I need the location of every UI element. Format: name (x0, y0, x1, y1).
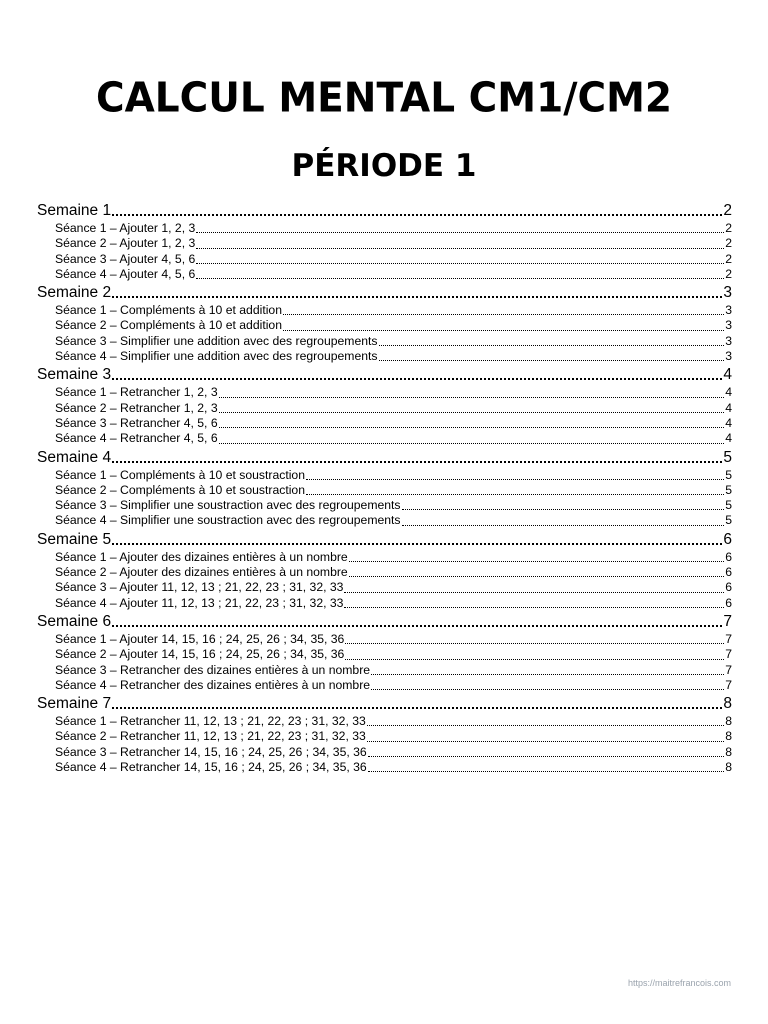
dot-leader (196, 232, 724, 233)
dot-leader (196, 248, 724, 249)
toc-session-entry[interactable] (37, 550, 732, 565)
dot-leader (112, 214, 722, 216)
toc-week-entry-label: Semaine 2 (37, 284, 112, 302)
dot-leader (344, 592, 724, 593)
toc-session-entry-page-number: 3 (725, 318, 732, 333)
toc-session-entry[interactable] (37, 760, 732, 775)
toc-session-entry-page-number: 5 (725, 513, 732, 528)
toc-week-entry-label: Semaine 6 (37, 612, 112, 630)
toc-session-entry[interactable] (37, 236, 732, 251)
toc-session-entry-page-number: 3 (725, 349, 732, 364)
toc-session-entry-page-number: 8 (725, 729, 732, 744)
toc-session-entry-page-number: 4 (725, 400, 732, 415)
toc-session-entry-label: Séance 1 – Ajouter 1, 2, 3 (55, 221, 196, 235)
toc-session-entry[interactable] (37, 431, 732, 446)
toc-session-entry[interactable] (37, 252, 732, 267)
toc-session-entry-page-number: 6 (725, 549, 732, 564)
toc-session-entry-label: Séance 2 – Compléments à 10 et addition (55, 318, 282, 333)
toc-session-entry-page-number: 3 (725, 333, 732, 348)
dot-leader (402, 509, 725, 510)
dot-leader (219, 412, 725, 413)
page-subtitle: PÉRIODE 1 (291, 148, 477, 184)
toc-session-entry-page-number: 7 (725, 631, 732, 646)
dot-leader (379, 360, 725, 361)
toc-session-entry-label: Séance 3 – Retrancher 14, 15, 16 ; 24, 25, 26 ; 34, 35, 36 (55, 744, 367, 759)
toc-session-entry-page-number: 7 (725, 662, 732, 677)
dot-leader (349, 561, 725, 562)
toc-session-entry[interactable] (37, 303, 732, 318)
toc-session-entry-label: Séance 1 – Ajouter 14, 15, 16 ; 24, 25, 26 ; 34, 35, 36 (55, 631, 345, 646)
toc-session-entry[interactable] (37, 483, 732, 498)
toc-week-entry-page-number: 6 (723, 530, 732, 548)
toc-week-entry-label: Semaine 3 (37, 366, 112, 384)
toc-session-entry-page-number: 8 (725, 760, 732, 775)
toc-session-entry-page-number: 2 (725, 236, 732, 251)
page-title: CALCUL MENTAL CM1/CM2 (95, 74, 673, 123)
toc-session-entry-label: Séance 3 – Simplifier une addition avec des regroupements (55, 333, 378, 348)
dot-leader (196, 278, 724, 279)
toc-session-entry-label: Séance 2 – Retrancher 1, 2, 3 (55, 400, 218, 415)
dot-leader (306, 479, 724, 480)
toc-session-entry-label: Séance 4 – Ajouter 11, 12, 13 ; 21, 22, 23 ; 31, 32, 33 (55, 595, 344, 610)
toc-week-entry[interactable] (37, 693, 732, 714)
toc-session-entry[interactable] (37, 416, 732, 431)
toc-session-entry[interactable] (37, 349, 732, 364)
toc-session-entry[interactable] (37, 401, 732, 416)
dot-leader (283, 314, 724, 315)
toc-session-entry[interactable] (37, 729, 732, 744)
toc-session-entry-label: Séance 4 – Ajouter 4, 5, 6 (55, 266, 196, 281)
toc-week-entry[interactable] (37, 282, 732, 303)
toc-session-entry-label: Séance 1 – Compléments à 10 et addition (55, 303, 282, 318)
dot-leader (112, 461, 722, 463)
toc-session-entry-page-number: 4 (725, 385, 732, 400)
toc-session-entry-page-number: 6 (725, 595, 732, 610)
toc-session-entry-page-number: 8 (725, 744, 732, 759)
toc-session-entry[interactable] (37, 678, 732, 693)
dot-leader (371, 674, 724, 675)
toc-week-entry-page-number: 5 (723, 448, 732, 466)
toc-session-entry-page-number: 6 (725, 565, 732, 580)
toc-session-entry[interactable] (37, 513, 732, 528)
toc-session-entry-page-number: 8 (725, 714, 732, 729)
toc-session-entry-page-number: 2 (725, 251, 732, 266)
toc-week-entry[interactable] (37, 447, 732, 468)
toc-week-entry-label: Semaine 5 (37, 530, 112, 548)
toc-session-entry-page-number: 4 (725, 431, 732, 446)
dot-leader (368, 756, 725, 757)
toc-session-entry-label: Séance 2 – Ajouter 1, 2, 3 (55, 236, 196, 251)
dot-leader (344, 607, 724, 608)
toc-session-entry-label: Séance 1 – Ajouter des dizaines entières à un nombre (55, 549, 348, 564)
dot-leader (367, 725, 724, 726)
toc-session-entry[interactable] (37, 565, 732, 580)
toc-session-entry-page-number: 2 (725, 266, 732, 281)
dot-leader (402, 525, 725, 526)
toc-session-entry-label: Séance 4 – Simplifier une addition avec des regroupements (55, 349, 378, 364)
dot-leader (349, 576, 725, 577)
toc-session-entry[interactable] (37, 714, 732, 729)
toc-session-entry-label: Séance 4 – Retrancher 14, 15, 16 ; 24, 25, 26 ; 34, 35, 36 (55, 760, 367, 775)
dot-leader (367, 741, 724, 742)
dot-leader (371, 689, 724, 690)
dot-leader (368, 771, 725, 772)
dot-leader (112, 625, 722, 627)
toc-session-entry-label: Séance 3 – Ajouter 11, 12, 13 ; 21, 22, 23 ; 31, 32, 33 (55, 580, 344, 595)
toc-session-entry-label: Séance 2 – Ajouter 14, 15, 16 ; 24, 25, 26 ; 34, 35, 36 (55, 647, 345, 662)
toc-session-entry-page-number: 7 (725, 677, 732, 692)
toc-session-entry[interactable] (37, 647, 732, 662)
toc-session-entry-label: Séance 3 – Retrancher des dizaines entières à un nombre (55, 662, 371, 677)
toc-week-entry-page-number: 2 (723, 202, 732, 219)
dot-leader (219, 427, 725, 428)
toc-session-entry[interactable] (37, 267, 732, 282)
toc-session-entry-label: Séance 1 – Compléments à 10 et soustraction (55, 467, 305, 482)
toc-week-entry-page-number: 7 (723, 612, 732, 630)
toc-week-entry-label: Semaine 4 (37, 448, 112, 466)
toc-session-entry-page-number: 3 (725, 303, 732, 318)
toc-session-entry[interactable] (37, 468, 732, 483)
toc-session-entry-page-number: 5 (725, 498, 732, 513)
toc-session-entry-label: Séance 2 – Retrancher 11, 12, 13 ; 21, 22, 23 ; 31, 32, 33 (55, 729, 366, 744)
toc-session-entry[interactable] (37, 580, 732, 595)
toc-session-entry-page-number: 5 (725, 467, 732, 482)
toc-session-entry-label: Séance 3 – Ajouter 4, 5, 6 (55, 251, 196, 266)
toc-session-entry-label: Séance 2 – Compléments à 10 et soustraction (55, 482, 305, 497)
toc-session-entry[interactable] (37, 596, 732, 611)
toc-session-entry[interactable] (37, 385, 732, 400)
toc-week-entry[interactable] (37, 529, 732, 550)
toc-week-entry-page-number: 3 (723, 284, 732, 302)
toc-session-entry-label: Séance 4 – Retrancher des dizaines entières à un nombre (55, 677, 371, 692)
dot-leader (345, 643, 724, 644)
toc-session-entry-page-number: 7 (725, 647, 732, 662)
toc-session-entry-page-number: 4 (725, 415, 732, 430)
toc-session-entry[interactable] (37, 221, 732, 236)
toc-session-entry-label: Séance 3 – Retrancher 4, 5, 6 (55, 415, 218, 430)
toc-session-entry-label: Séance 1 – Retrancher 1, 2, 3 (55, 385, 218, 400)
toc-session-entry-page-number: 5 (725, 482, 732, 497)
toc-session-entry-label: Séance 2 – Ajouter des dizaines entières à un nombre (55, 565, 348, 580)
footer-link[interactable]: https://maitrefrancois.com (627, 978, 731, 988)
toc-session-entry-label: Séance 3 – Simplifier une soustraction avec des regroupements (55, 498, 401, 513)
toc-week-entry-label: Semaine 1 (37, 202, 112, 219)
toc-session-entry-label: Séance 4 – Retrancher 4, 5, 6 (55, 431, 218, 446)
dot-leader (112, 296, 722, 298)
dot-leader (379, 345, 725, 346)
dot-leader (112, 707, 722, 709)
toc-session-entry[interactable] (37, 663, 732, 678)
toc-session-entry-page-number: 2 (725, 221, 732, 235)
toc-week-entry[interactable] (37, 364, 732, 385)
toc-week-entry[interactable] (37, 611, 732, 632)
dot-leader (112, 378, 722, 380)
dot-leader (283, 330, 724, 331)
dot-leader (219, 397, 725, 398)
toc-session-entry-label: Séance 4 – Simplifier une soustraction avec des regroupements (55, 513, 401, 528)
dot-leader (112, 543, 722, 545)
toc-week-entry-label: Semaine 7 (37, 695, 112, 713)
toc-session-entry[interactable] (37, 498, 732, 513)
dot-leader (196, 263, 724, 264)
toc-week-entry[interactable] (37, 200, 732, 221)
toc-session-entry-label: Séance 1 – Retrancher 11, 12, 13 ; 21, 22, 23 ; 31, 32, 33 (55, 714, 366, 729)
dot-leader (345, 659, 724, 660)
toc-week-entry-page-number: 4 (723, 366, 732, 384)
toc-session-entry[interactable] (37, 318, 732, 333)
toc-session-entry[interactable] (37, 632, 732, 647)
toc-session-entry-page-number: 6 (725, 580, 732, 595)
toc-week-entry-page-number: 8 (723, 695, 732, 713)
dot-leader (306, 494, 724, 495)
dot-leader (219, 443, 725, 444)
toc-session-entry[interactable] (37, 334, 732, 349)
table-of-contents (37, 200, 732, 775)
toc-session-entry[interactable] (37, 745, 732, 760)
